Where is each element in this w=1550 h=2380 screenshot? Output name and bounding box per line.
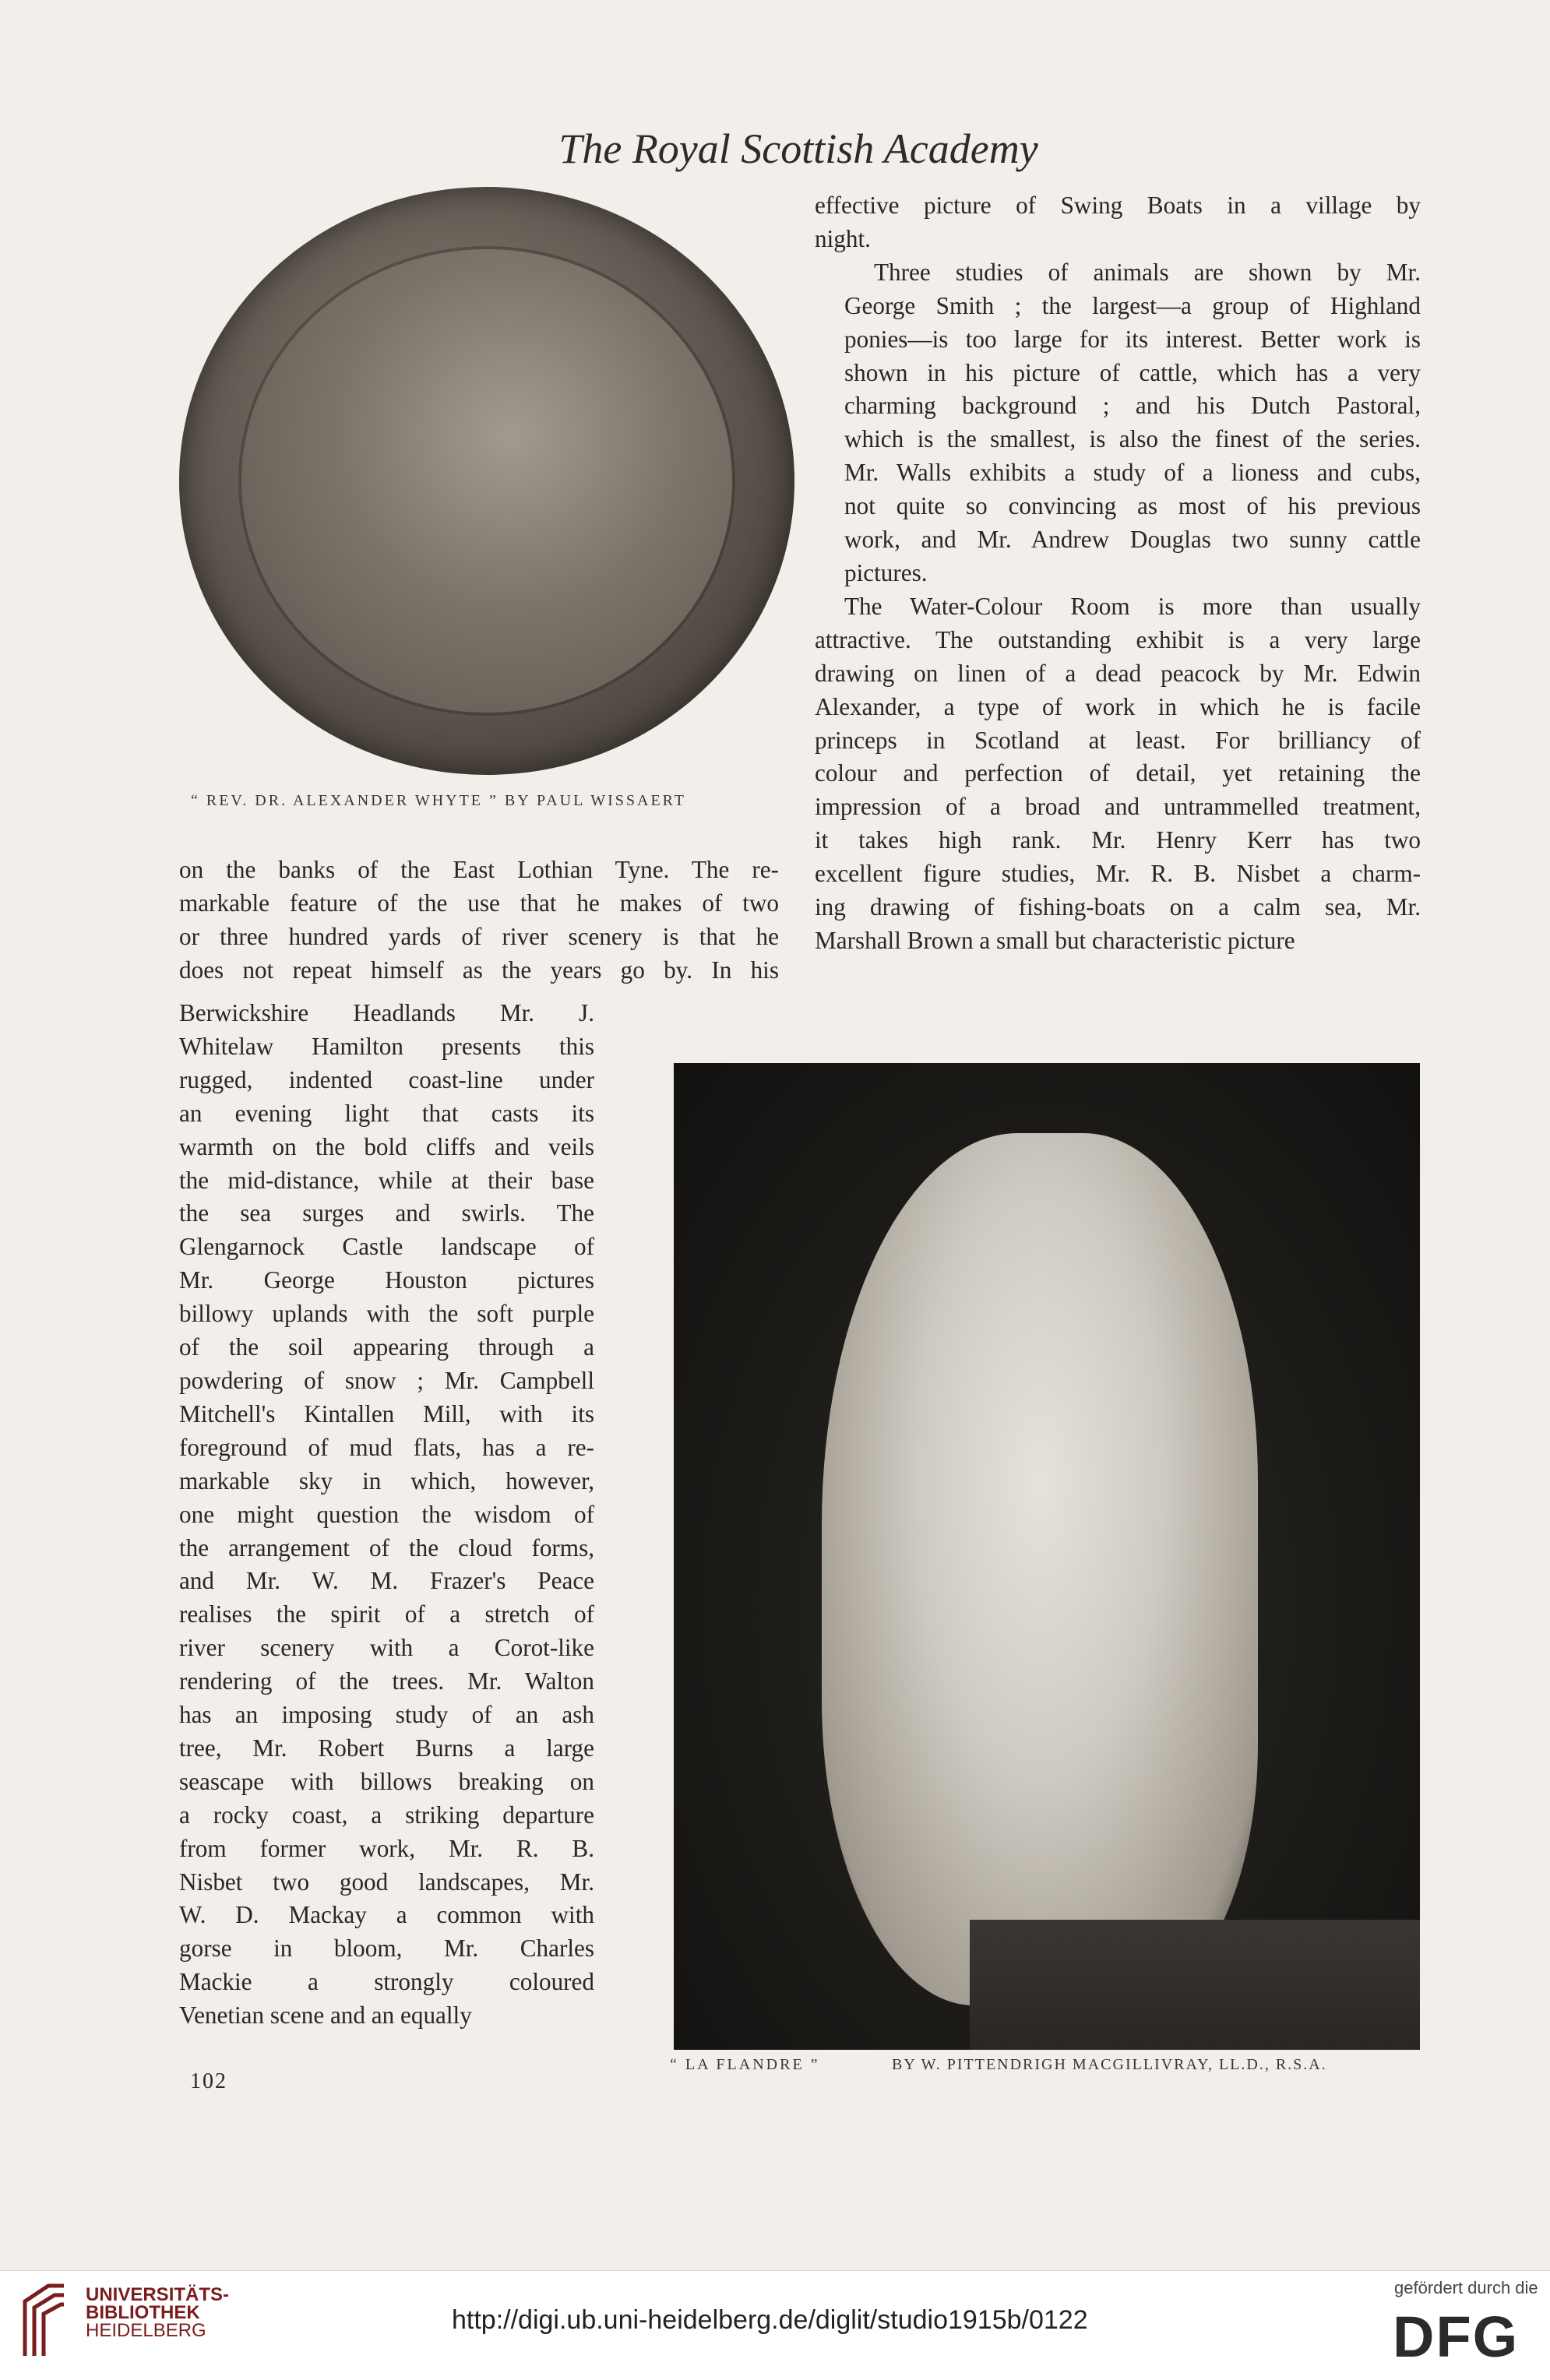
bust-pedestal	[970, 1920, 1420, 2050]
text-line: effective picture of Swing Boats in a village by	[815, 192, 1421, 219]
bust-caption-title: “ LA FLANDRE ”	[670, 2056, 820, 2073]
text-line: W. D. Mackay a common with	[179, 1901, 594, 1929]
text-line: Berwickshire Headlands Mr. J.	[179, 999, 594, 1026]
text-line: warmth on the bold cliffs and veils	[179, 1132, 594, 1160]
text-line: rendering of the trees. Mr. Walton	[179, 1667, 594, 1695]
right-column-text	[815, 189, 1421, 958]
text-line: rugged, indented coast-line under	[179, 1065, 594, 1093]
text-line: one might question the wisdom of	[179, 1500, 594, 1528]
text-line: shown in his picture of cattle, which has a very	[844, 358, 1421, 386]
text-line: tree, Mr. Robert Burns a large	[179, 1734, 594, 1762]
text-line: billowy uplands with the soft purple	[179, 1300, 594, 1328]
text-line: Alexander, a type of work in which he is facile	[815, 692, 1421, 720]
text-line: attractive. The outstanding exhibit is a very large	[815, 625, 1421, 653]
text-line: foreground of mud flats, has a re-	[179, 1433, 594, 1461]
text-line: work, and Mr. Andrew Douglas two sunny cattle	[844, 526, 1421, 554]
text-line: colour and perfection of detail, yet retaining the	[815, 759, 1421, 787]
text-line: Mr. Walls exhibits a study of a lioness and cubs,	[844, 459, 1421, 487]
text-line: seascape with billows breaking on	[179, 1767, 594, 1795]
text-line: a rocky coast, a striking departure	[179, 1801, 594, 1829]
source-url-link[interactable]: http://digi.ub.uni-heidelberg.de/diglit/studio1915b/0122	[452, 2305, 1088, 2335]
paragraph	[815, 590, 1421, 958]
text-line: drawing on linen of a dead peacock by Mr. Edwin	[815, 659, 1421, 687]
library-name-line: HEIDELBERG	[86, 2320, 206, 2341]
text-line: Nisbet two good landscapes, Mr.	[179, 1868, 594, 1896]
library-name-line: BIBLIOTHEK	[86, 2302, 200, 2323]
text-line: Marshall Brown a small but characteristic picture	[815, 926, 1295, 954]
library-logo-icon	[17, 2278, 72, 2364]
text-line: realises the spirit of a stretch of	[179, 1600, 594, 1628]
text-line: Three studies of animals are shown by Mr.	[874, 258, 1421, 286]
bust-sculpture	[822, 1133, 1258, 2005]
text-line: The Water-Colour Room is more than usually	[844, 592, 1421, 620]
paragraph	[815, 256, 1421, 590]
text-line: has an imposing study of an ash	[179, 1701, 594, 1729]
text-line: gorse in bloom, Mr. Charles	[179, 1935, 594, 1963]
text-line: excellent figure studies, Mr. R. B. Nisbet a charm-	[815, 860, 1421, 888]
text-line: which is the smallest, is also the finest of the series.	[844, 425, 1421, 453]
text-line: it takes high rank. Mr. Henry Kerr has two	[815, 826, 1421, 854]
text-line: Mr. George Houston pictures	[179, 1266, 594, 1294]
text-line: river scenery with a Corot-like	[179, 1634, 594, 1662]
text-line: on the banks of the East Lothian Tyne. The re-	[179, 856, 779, 883]
text-line: pictures.	[844, 558, 928, 586]
text-line: Mackie a strongly coloured	[179, 1968, 594, 1996]
library-name	[86, 2286, 229, 2340]
text-line: night.	[815, 224, 871, 252]
text-line: Whitelaw Hamilton presents this	[179, 1032, 594, 1060]
text-line: the mid-distance, while at their base	[179, 1166, 594, 1194]
text-line: markable sky in which, however,	[179, 1466, 594, 1495]
text-line: Venetian scene and an equally	[179, 2002, 472, 2030]
text-line: an evening light that casts its	[179, 1099, 594, 1127]
text-line: princeps in Scotland at least. For brilliancy of	[815, 726, 1421, 754]
text-line: ing drawing of fishing-boats on a calm sea, Mr.	[815, 893, 1421, 921]
text-line: or three hundred yards of river scenery is that he	[179, 922, 779, 950]
left-column-narrow-text	[179, 997, 594, 2033]
library-name-line: UNIVERSITÄTS-	[86, 2284, 230, 2305]
dfg-logo: DFG	[1393, 2304, 1520, 2369]
text-line: Mitchell's Kintallen Mill, with its	[179, 1399, 594, 1428]
text-line: the arrangement of the cloud forms,	[179, 1533, 594, 1561]
bust-illustration	[674, 1063, 1420, 2050]
text-line: not quite so convincing as most of his previous	[844, 492, 1421, 520]
text-line: charming background ; and his Dutch Pastoral,	[844, 392, 1421, 420]
text-line: ponies—is too large for its interest. Better work is	[844, 325, 1421, 353]
medal-caption: “ REV. DR. ALEXANDER WHYTE ” BY PAUL WISSAERT	[191, 792, 687, 809]
text-line: Glengarnock Castle landscape of	[179, 1233, 594, 1261]
text-line: impression of a broad and untrammelled treatment,	[815, 793, 1421, 821]
page-title: The Royal Scottish Academy	[558, 125, 1038, 172]
text-line: the sea surges and swirls. The	[179, 1199, 594, 1227]
text-line: markable feature of the use that he makes of two	[179, 889, 779, 917]
text-line: George Smith ; the largest—a group of Highland	[844, 291, 1421, 319]
text-line: and Mr. W. M. Frazer's Peace	[179, 1567, 594, 1595]
bust-caption-author: BY W. PITTENDRIGH MACGILLIVRAY, LL.D., R.S.A.	[892, 2056, 1327, 2073]
text-line: from former work, Mr. R. B.	[179, 1834, 594, 1862]
text-line: of the soil appearing through a	[179, 1333, 594, 1361]
text-line: powdering of snow ; Mr. Campbell	[179, 1366, 594, 1394]
text-line: does not repeat himself as the years go by. In his	[179, 956, 779, 984]
page-number: 102	[190, 2069, 227, 2093]
medal-illustration	[179, 187, 794, 775]
funding-label: gefördert durch die	[1394, 2278, 1538, 2297]
paragraph	[815, 189, 1421, 256]
left-column-wide-text	[179, 854, 779, 988]
medal-portrait-relief	[241, 249, 732, 713]
